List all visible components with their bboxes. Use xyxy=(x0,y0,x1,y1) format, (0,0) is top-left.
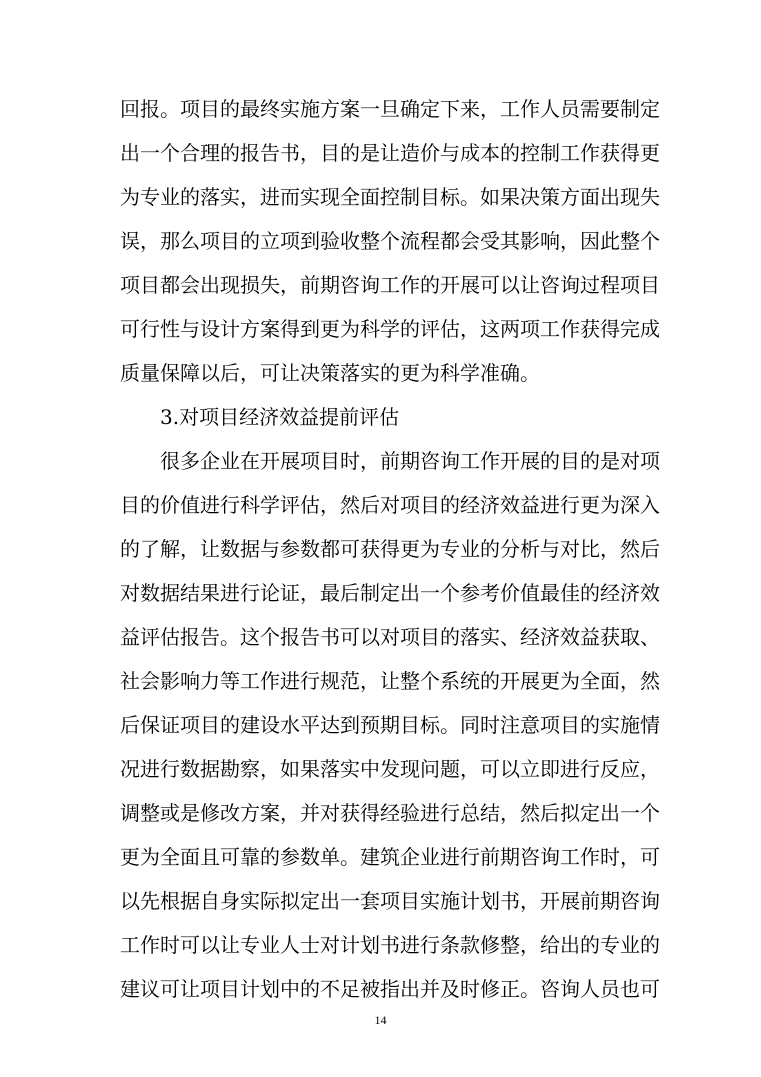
page-number: 14 xyxy=(374,1013,387,1027)
text-line: 目的价值进行科学评估，然后对项目的经济效益进行更为深入 xyxy=(120,493,660,517)
text-line: 可行性与设计方案得到更为科学的评估，这两项工作获得完成 xyxy=(120,317,660,341)
text-line: 出一个合理的报告书，目的是让造价与成本的控制工作获得更 xyxy=(120,141,660,165)
text-line: 以先根据自身实际拟定出一套项目实施计划书，开展前期咨询 xyxy=(120,889,660,913)
text-line: 工作时可以让专业人士对计划书进行条款修整，给出的专业的 xyxy=(120,933,660,957)
text-line: 况进行数据勘察，如果落实中发现问题，可以立即进行反应， xyxy=(120,757,660,781)
text-line: 对数据结果进行论证，最后制定出一个参考价值最佳的经济效 xyxy=(120,581,660,605)
text-line: 调整或是修改方案，并对获得经验进行总结，然后拟定出一个 xyxy=(120,801,660,825)
text-line: 更为全面且可靠的参数单。建筑企业进行前期咨询工作时，可 xyxy=(120,845,660,869)
text-line: 项目都会出现损失，前期咨询工作的开展可以让咨询过程项目 xyxy=(120,273,660,297)
text-line: 回报。项目的最终实施方案一旦确定下来，工作人员需要制定 xyxy=(120,97,660,121)
text-line: 社会影响力等工作进行规范，让整个系统的开展更为全面，然 xyxy=(120,669,660,693)
text-line: 很多企业在开展项目时，前期咨询工作开展的目的是对项 xyxy=(160,449,660,473)
text-line: 益评估报告。这个报告书可以对项目的落实、经济效益获取、 xyxy=(120,625,660,649)
text-line: 建议可让项目计划中的不足被指出并及时修正。咨询人员也可 xyxy=(120,977,660,1001)
text-line: 为专业的落实，进而实现全面控制目标。如果决策方面出现失 xyxy=(120,185,660,209)
text-line: 的了解，让数据与参数都可获得更为专业的分析与对比，然后 xyxy=(120,537,660,561)
text-line: 后保证项目的建设水平达到预期目标。同时注意项目的实施情 xyxy=(120,713,660,737)
section-heading: 3.对项目经济效益提前评估 xyxy=(160,405,400,429)
text-line: 质量保障以后，可让决策落实的更为科学准确。 xyxy=(120,361,540,385)
text-line: 误，那么项目的立项到验收整个流程都会受其影响，因此整个 xyxy=(120,229,660,253)
